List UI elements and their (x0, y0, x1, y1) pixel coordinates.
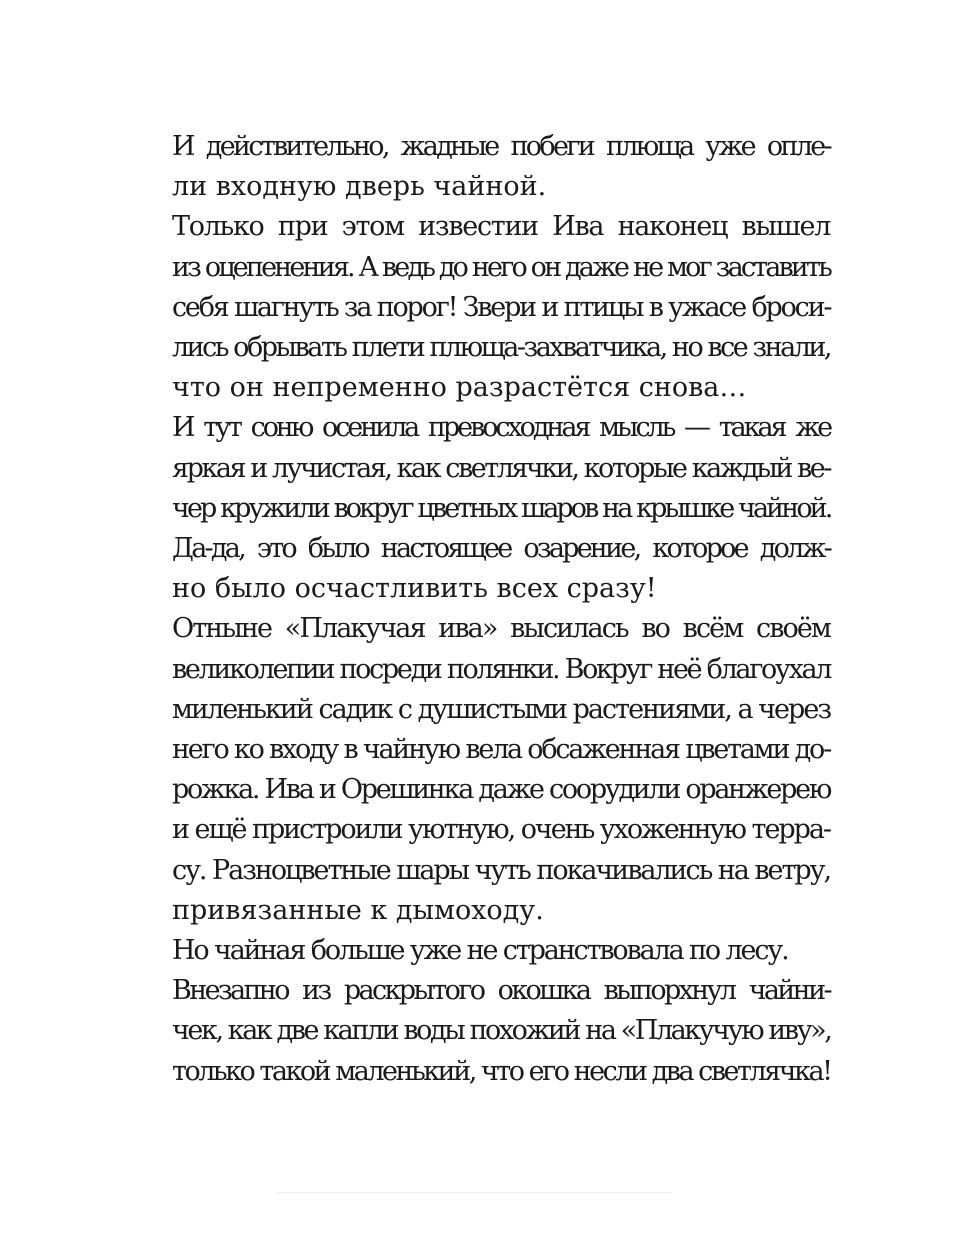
text-line: ли входную дверь чайной. (172, 171, 547, 203)
paragraph (130, 127, 830, 207)
text-line: миленький садик с душистыми растениями, а через (172, 693, 831, 725)
text-line: только такой маленький, что его несли два светлячка! (172, 1055, 831, 1087)
text-line: привязанные к дымоходу. (172, 894, 544, 926)
text-line: Да-да, это было настоящее озарение, которое долж- (172, 533, 830, 565)
paragraph (130, 207, 830, 408)
text-line: себя шагнуть за порог! Звери и птицы в ужасе броси- (172, 291, 831, 323)
text-line: Только при этом известии Ива наконец вышел (172, 211, 830, 243)
text-line: И действительно, жадные побеги плюща уже опле- (172, 131, 830, 162)
text-line: И тут соню осенила превосходная мысль — такая же (172, 412, 830, 444)
text-line: Внезапно из раскрытого окошка выпорхнул чайни- (172, 975, 830, 1007)
text-line: Но чайная больше уже не странствовала по лесу. (172, 935, 788, 967)
text-line: что он непременно разрастётся снова… (172, 372, 747, 404)
text-line: рожка. Ива и Орешинка даже соорудили оранжерею (172, 774, 831, 806)
text-line: яркая и лучистая, как светлячки, которые каждый ве- (172, 452, 830, 484)
text-line: но было осчастливить всех сразу! (172, 573, 657, 605)
text-line: и ещё пристроили уютную, очень ухоженную терра- (172, 814, 830, 846)
text-line: чек, как две капли воды похожий на «Плакучую иву», (172, 1015, 831, 1047)
paragraph (130, 408, 830, 529)
paragraph (130, 609, 830, 931)
text-line: су. Разноцветные шары чуть покачивались на ветру, (172, 854, 830, 886)
text-line: Отныне «Плакучая ива» высилась во всём своём (172, 613, 830, 645)
paragraph (130, 971, 830, 1092)
text-line: из оцепенения. А ведь до него он даже не мог заставить (172, 251, 830, 283)
footer-divider (278, 1192, 672, 1193)
body-text (130, 127, 830, 1092)
text-line: чер кружили вокруг цветных шаров на крышке чайной. (172, 492, 831, 524)
text-line: лись обрывать плети плюща-захватчика, но все знали, (172, 332, 830, 364)
text-line: него ко входу в чайную вела обсаженная цветами до- (172, 734, 830, 766)
text-line: великолепии посреди полянки. Вокруг неё благоухал (172, 653, 831, 685)
paragraph (130, 529, 830, 609)
paragraph (130, 931, 830, 971)
